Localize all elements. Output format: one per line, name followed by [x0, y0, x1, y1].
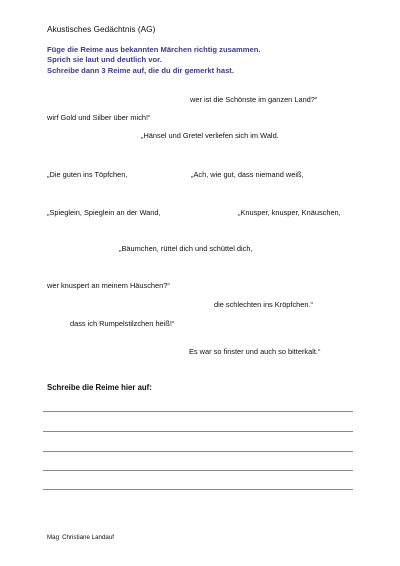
rhyme-fragment: „Knusper, knusper, Knäuschen,	[238, 208, 341, 217]
author-mark: .	[59, 532, 61, 537]
writing-line[interactable]	[43, 451, 353, 452]
instruction-line: Sprich sie laut und deutlich vor.	[47, 55, 162, 65]
rhyme-fragment: wer knuspert an meinem Häuschen?“	[47, 281, 170, 290]
writing-line[interactable]	[43, 470, 353, 471]
write-section-heading: Schreibe die Reime hier auf:	[47, 383, 152, 392]
author-footer	[47, 533, 114, 541]
instructions-block	[47, 45, 261, 76]
rhyme-fragment: „Hänsel und Gretel verliefen sich im Wald.	[141, 131, 279, 140]
writing-line[interactable]	[43, 489, 353, 490]
writing-line[interactable]	[43, 431, 353, 432]
author-name: Christiane Landauf	[62, 534, 115, 541]
rhyme-fragment: „Spieglein, Spieglein an der Wand,	[47, 208, 161, 217]
author-prefix: Mag	[47, 534, 60, 541]
rhyme-fragment: dass ich Rumpelstilzchen heiß!“	[70, 319, 175, 328]
worksheet-title: Akustisches Gedächtnis (AG)	[47, 24, 156, 34]
rhyme-fragment: „Die guten ins Töpfchen,	[47, 170, 128, 179]
rhyme-fragment: wirf Gold und Silber über mich!“	[47, 113, 151, 122]
rhyme-fragment: „Bäumchen, rüttel dich und schüttel dich,	[119, 244, 253, 253]
instruction-line: Schreibe dann 3 Reime auf, die du dir gemerkt hast.	[47, 65, 234, 75]
rhyme-fragment: „Ach, wie gut, dass niemand weiß,	[191, 170, 304, 179]
instruction-line: Füge die Reime aus bekannten Märchen richtig zusammen.	[47, 45, 261, 54]
rhyme-fragment: Es war so finster und auch so bitterkalt.“	[189, 347, 321, 356]
rhyme-fragment: die schlechten ins Kröpfchen.“	[214, 300, 314, 309]
writing-line[interactable]	[43, 411, 353, 412]
rhyme-fragment: wer ist die Schönste im ganzen Land?“	[190, 95, 318, 104]
